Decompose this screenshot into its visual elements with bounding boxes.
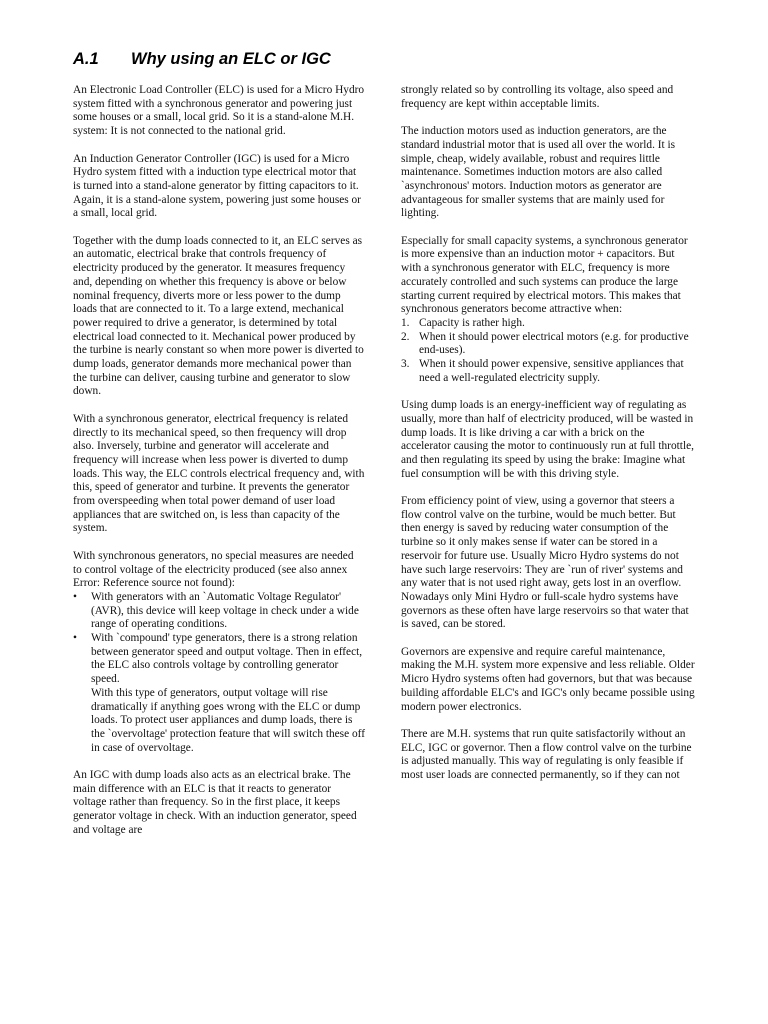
list-item-text: With generators with an `Automatic Voltage Regulator' (AVR), this device will keep voltage in check under a wide range of operating conditions. (91, 590, 359, 631)
paragraph-continuation: strongly related so by controlling its voltage, also speed and frequency are kept within acceptable limits. (401, 84, 674, 110)
paragraph-elc-intro: An Electronic Load Controller (ELC) is used for a Micro Hydro system fitted with a synchronous generator and powering just some houses or a small, local grid. So it is a stand-alone M.H. system: It is not connected to the national grid. (73, 84, 365, 138)
list-item (73, 632, 365, 755)
right-column (401, 84, 697, 796)
paragraph-manual-regulation: There are M.H. systems that run quite satisfactorily without an ELC, IGC or governor. Then a flow control valve on the turbine is adjusted manually. This way of regulating is only feasible if most user loads are connected permanently, so if they can not (401, 727, 692, 782)
paragraph-igc-brake: An IGC with dump loads also acts as an electrical brake. The main difference with an ELC is that it reacts to generator voltage rather than frequency. So in the first place, it keeps generator voltage in check. With an induction generator, speed and voltage are (73, 769, 357, 836)
list-item (401, 331, 697, 358)
list-number: 3. (401, 358, 410, 371)
numbered-list (401, 317, 697, 386)
section-number: A.1 (73, 50, 99, 68)
list-item (401, 358, 697, 385)
list-number: 1. (401, 316, 410, 329)
list-number: 2. (401, 330, 410, 343)
list-item-continuation: With this type of generators, output voltage will rise dramatically if anything goes wrong with the ELC or dump loads. To protect user appliances and dump loads, there is the `overvoltage' protection feature that will switch these off in case of overvoltage. (91, 686, 365, 754)
list-item (401, 317, 697, 331)
section-heading (73, 50, 331, 69)
paragraph-small-capacity: Especially for small capacity systems, a synchronous generator is more expensive than an induction motor + capacitors. But with a synchronous generator with ELC, frequency is more accurately controlled and such systems can produce the large starting current required by electrical motors. This makes that synchronous generators become attractive when: (401, 234, 688, 316)
left-column (73, 84, 365, 851)
list-item-text: When it should power electrical motors (e.g. for productive end-uses). (419, 330, 689, 357)
paragraph-governor-efficiency: From efficiency point of view, using a governor that steers a flow control valve on the turbine, would be much better. But then energy is saved by reducing water consumption of the turbine so it only makes sense if water can be stored in a reservoir for future use. Usually Micro Hydro systems do not have such large reservoirs: They are `run of river' systems and any water that is not used right away, gets lost in an overflow. Nowadays only Mini Hydro or full-scale hydro systems have governors as these often have large reservoirs so that water that is saved, can be stored. (401, 495, 689, 631)
list-item (73, 591, 365, 632)
list-item-text: When it should power expensive, sensitive appliances that need a well-regulated electricity supply. (419, 358, 684, 384)
paragraph-voltage-control: With synchronous generators, no special measures are needed to control voltage of the electricity produced (see also annex Error: Reference source not found): (73, 549, 354, 590)
paragraph-induction-motors: The induction motors used as induction generators, are the standard industrial motor that is used all over the world. It is simple, cheap, widely available, robust and requires little maintenance. Sometimes induction motors are also called `asynchronous' motors. Induction motors as generator are advantageous for smaller systems that are mainly used for lighting. (401, 125, 676, 220)
section-title: Why using an ELC or IGC (131, 50, 331, 68)
paragraph-governor-cost: Governors are expensive and require careful maintenance, making the M.H. system more expensive and less reliable. Older Micro Hydro systems often had governors, but that was because building affordable ELC's and IGC's only became possible using modern power electronics. (401, 645, 695, 713)
bullet-list (73, 591, 365, 755)
list-item-text: With `compound' type generators, there is a strong relation between generator speed and output voltage. Then in effect, the ELC also controls voltage by controlling generator speed. (91, 632, 363, 686)
bullet-mark: • (73, 632, 77, 645)
paragraph-dump-loads: Together with the dump loads connected to it, an ELC serves as an automatic, electrical brake that controls frequency of electricity produced by the generator. It measures frequency and, depending on whether this frequency is above or below nominal frequency, diverts more or less power to the dump loads that are connected to it. To a large extend, mechanical power required to drive a generator, is determined by total electrical load connected to it. Mechanical power produced by the turbine is nearly constant so when more power is diverted to dump loads, generator demands more mechanical power than the turbine can deliver, causing turbine and generator to slow down. (73, 234, 364, 398)
list-item-text: Capacity is rather high. (419, 316, 525, 329)
paragraph-energy-inefficient: Using dump loads is an energy-inefficient way of regulating as usually, more than half of electricity produced, will be wasted in dump loads. It is like driving a car with a brick on the accelerator causing the motor to continuously run at full throttle, and then regulating its speed by using the brake: Imagine what fuel consumption will be with this driving style. (401, 399, 694, 480)
paragraph-igc-intro: An Induction Generator Controller (IGC) is used for a Micro Hydro system fitted with a induction type electrical motor that is turned into a stand-alone generator by fitting capacitors to it. Again, it is a stand-alone system, powering just some houses or a small, local grid. (73, 152, 361, 220)
bullet-mark: • (73, 590, 77, 603)
paragraph-synchronous-frequency: With a synchronous generator, electrical frequency is related directly to its mechanical speed, so then frequency will drop also. Inversely, turbine and generator will accelerate and frequency will increase when less power is diverted to dump loads. This way, the ELC controls electrical frequency and, with this, speed of generator and turbine. It prevents the generator from overspeeding when total power demand of user load appliances that are switched on, is less than capacity of the system. (73, 412, 365, 535)
